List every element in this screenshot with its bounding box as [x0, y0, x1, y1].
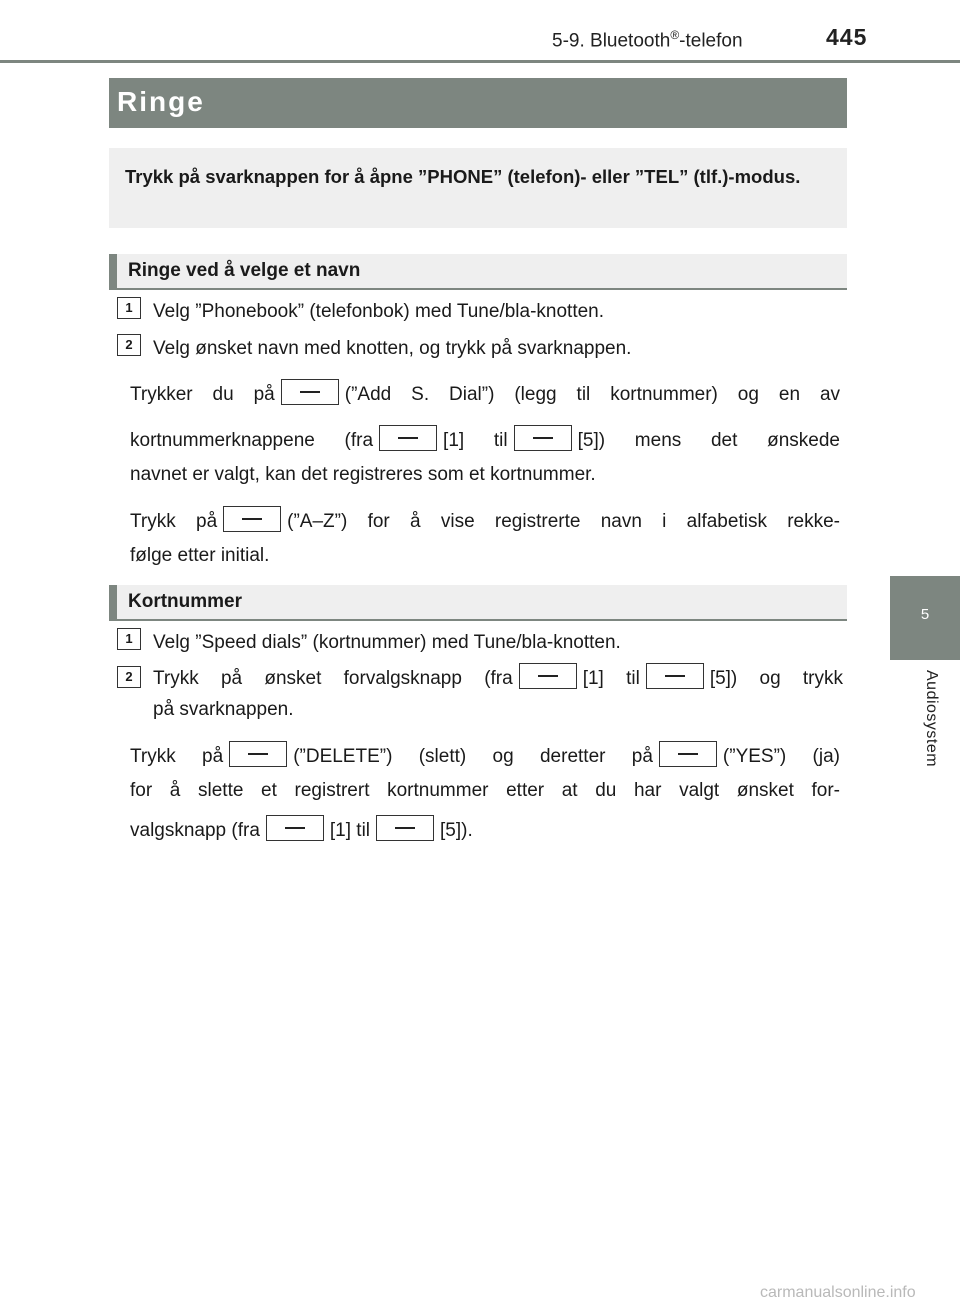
text-run: valgsknapp (fra [130, 820, 260, 841]
button-symbol [379, 425, 437, 451]
page-title: Ringe [109, 78, 847, 128]
text-run: (”DELETE”) (slett) og deretter på [293, 746, 653, 767]
text-run: [1] til [329, 820, 371, 841]
button-symbol [519, 663, 577, 689]
paragraph-line [130, 814, 840, 848]
section-header-text: 5-9. Bluetooth [552, 30, 671, 52]
text-run: Trykk på ønsket forvalgsknapp (fra [153, 668, 513, 689]
text-run: (”A–Z”) for å vise registrerte navn i alfabetisk rekke- [287, 511, 841, 532]
step-text: Velg ønsket navn med knotten, og trykk på svarknappen. [153, 338, 632, 359]
text-run: Trykk på [130, 511, 218, 532]
text-run: kortnummerknappene (fra [130, 430, 374, 451]
section-heading-kortnummer: Kortnummer [109, 585, 847, 621]
text-run: [5]) og trykk [709, 668, 844, 689]
button-symbol [659, 741, 717, 767]
button-symbol [266, 815, 324, 841]
text-run: (”Add S. Dial”) (legg til kortnummer) og en av [344, 384, 841, 405]
page-number: 445 [826, 24, 868, 50]
paragraph-line [130, 505, 840, 539]
text-run: [1] til [582, 668, 640, 689]
step-number-1: 1 [117, 628, 141, 650]
watermark: carmanualsonline.info [760, 1284, 916, 1301]
step-number-1: 1 [117, 297, 141, 319]
button-symbol [223, 506, 281, 532]
text-run: [5]) mens det ønskede [577, 430, 840, 451]
paragraph-line [130, 378, 840, 412]
intro-box: Trykk på svarknappen for å åpne ”PHONE” (telefon)- eller ”TEL” (tlf.)-modus. [109, 148, 847, 228]
section-header [552, 28, 743, 52]
button-symbol [514, 425, 572, 451]
text-run: Trykker du på [130, 384, 275, 405]
paragraph-line: for å slette et registrert kortnummer etter at du har valgt ønsket for- [130, 780, 840, 801]
step-number-2: 2 [117, 666, 141, 688]
step-text: Velg ”Speed dials” (kortnummer) med Tune/bla-knotten. [153, 632, 621, 653]
button-symbol [646, 663, 704, 689]
paragraph-line [153, 663, 843, 694]
button-symbol [229, 741, 287, 767]
text-run: (”YES”) (ja) [722, 746, 841, 767]
paragraph-a-z [130, 505, 840, 573]
step-text: Velg ”Phonebook” (telefonbok) med Tune/bla-knotten. [153, 301, 605, 322]
step-text [153, 663, 843, 725]
section-header-suffix: -telefon [679, 30, 743, 52]
chapter-tab-label: Audiosystem [923, 670, 940, 768]
registered-mark: ® [670, 28, 680, 42]
text-run: [1] til [443, 430, 508, 451]
button-symbol [281, 379, 339, 405]
paragraph-line: navnet er valgt, kan det registreres som et kortnummer. [130, 464, 596, 485]
button-symbol [376, 815, 434, 841]
paragraph-line: på svarknappen. [153, 699, 294, 720]
section-heading-ringe-ved-navn: Ringe ved å velge et navn [109, 254, 847, 290]
paragraph-line: følge etter initial. [130, 545, 270, 566]
paragraph-line [130, 424, 840, 458]
header-divider [0, 60, 960, 63]
text-run: [5]). [440, 820, 473, 841]
paragraph-line [130, 740, 840, 774]
step-number-2: 2 [117, 334, 141, 356]
chapter-tab: 5 [890, 576, 960, 660]
paragraph-add-speed-dial [130, 378, 840, 492]
paragraph-delete [130, 740, 840, 848]
text-run: Trykk på [130, 746, 224, 767]
